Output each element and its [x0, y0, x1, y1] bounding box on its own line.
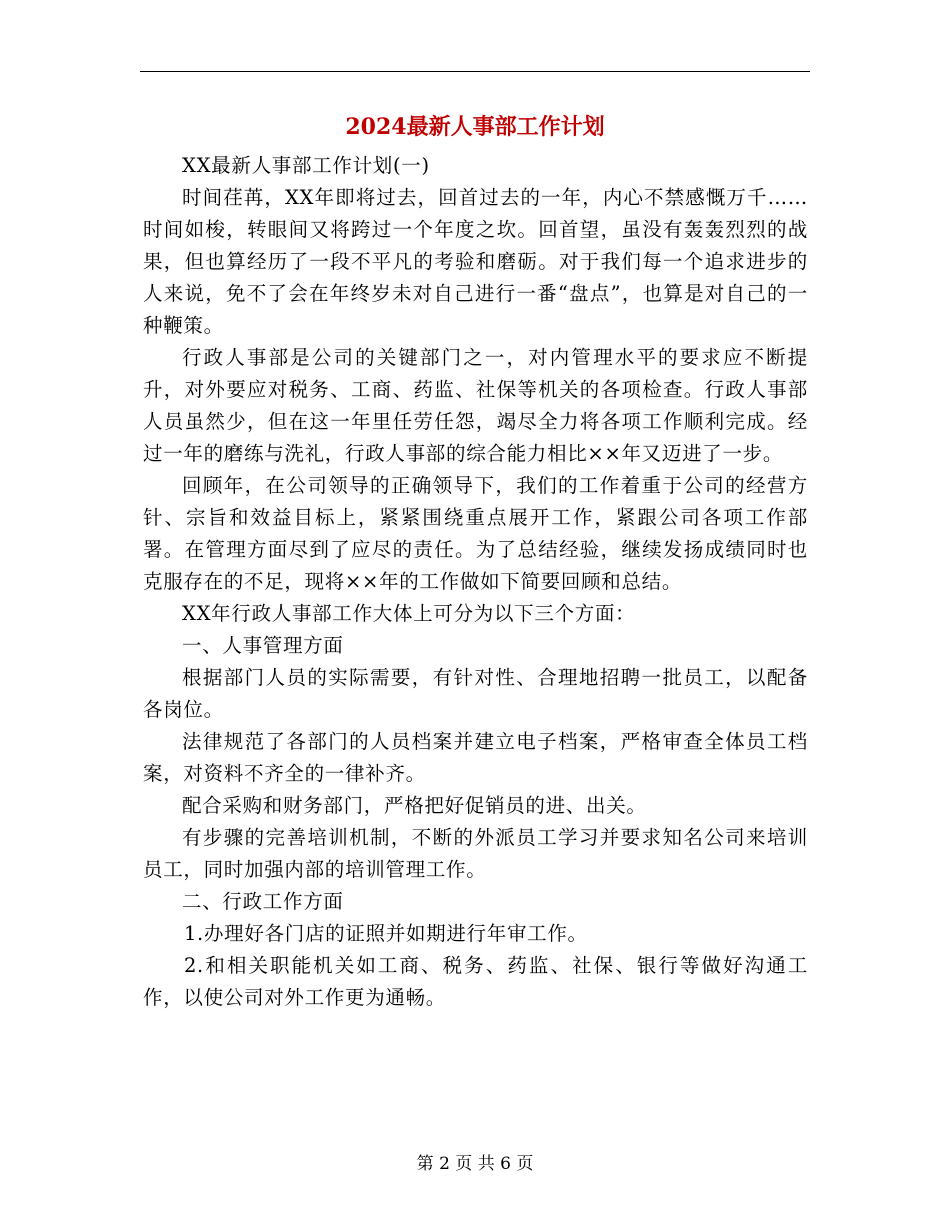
paragraph: 配合采购和财务部门，严格把好促销员的进、出关。 [182, 794, 647, 817]
numbered-item: 2.和相关职能机关如工商、税务、药监、社保、银行等做好沟通工作，以使公司对外工作更为通畅。 [143, 954, 808, 1009]
document-body [143, 150, 808, 1014]
paragraph: 时间荏苒，XX年即将过去，回首过去的一年，内心不禁感慨万千……时间如梭，转眼间又将跨过一个年度之坎。回首望，虽没有轰轰烈烈的战果，但也算经历了一段不平凡的考验和磨砺。对于我们每一个追求进步的人来说，免不了会在年终岁未对自己进行一番“盘点”，也算是对自己的一种鞭策。 [143, 186, 808, 337]
section-heading: XX最新人事部工作计划(一) [182, 154, 430, 177]
section-heading: 二、行政工作方面 [182, 890, 344, 913]
paragraph: 根据部门人员的实际需要，有针对性、合理地招聘一批员工，以配备各岗位。 [143, 666, 808, 721]
numbered-item: 1.办理好各门店的证照并如期进行年审工作。 [183, 922, 588, 945]
paragraph: 行政人事部是公司的关键部门之一，对内管理水平的要求应不断提升，对外要应对税务、工商、药监、社保等机关的各项检查。行政人事部人员虽然少，但在这一年里任劳任怨，竭尽全力将各项工作顺利完成。经过一年的磨练与洗礼，行政人事部的综合能力相比××年又迈进了一步。 [143, 346, 808, 465]
paragraph: 有步骤的完善培训机制，不断的外派员工学习并要求知名公司来培训员工，同时加强内部的培训管理工作。 [143, 826, 808, 881]
page-number: 第 2 页 共 6 页 [416, 1154, 534, 1174]
paragraph: 法律规范了各部门的人员档案并建立电子档案，严格审查全体员工档案，对资料不齐全的一律补齐。 [143, 730, 808, 785]
section-heading: 一、人事管理方面 [182, 634, 344, 657]
paragraph: 回顾年，在公司领导的正确领导下，我们的工作着重于公司的经营方针、宗旨和效益目标上，紧紧围绕重点展开工作，紧跟公司各项工作部署。在管理方面尽到了应尽的责任。为了总结经验，继续发扬成绩同时也克服存在的不足，现将××年的工作做如下简要回顾和总结。 [143, 474, 808, 593]
document-title: 2024最新人事部工作计划 [345, 114, 605, 140]
paragraph: XX年行政人事部工作大体上可分为以下三个方面： [182, 602, 636, 625]
header-rule [140, 71, 810, 72]
